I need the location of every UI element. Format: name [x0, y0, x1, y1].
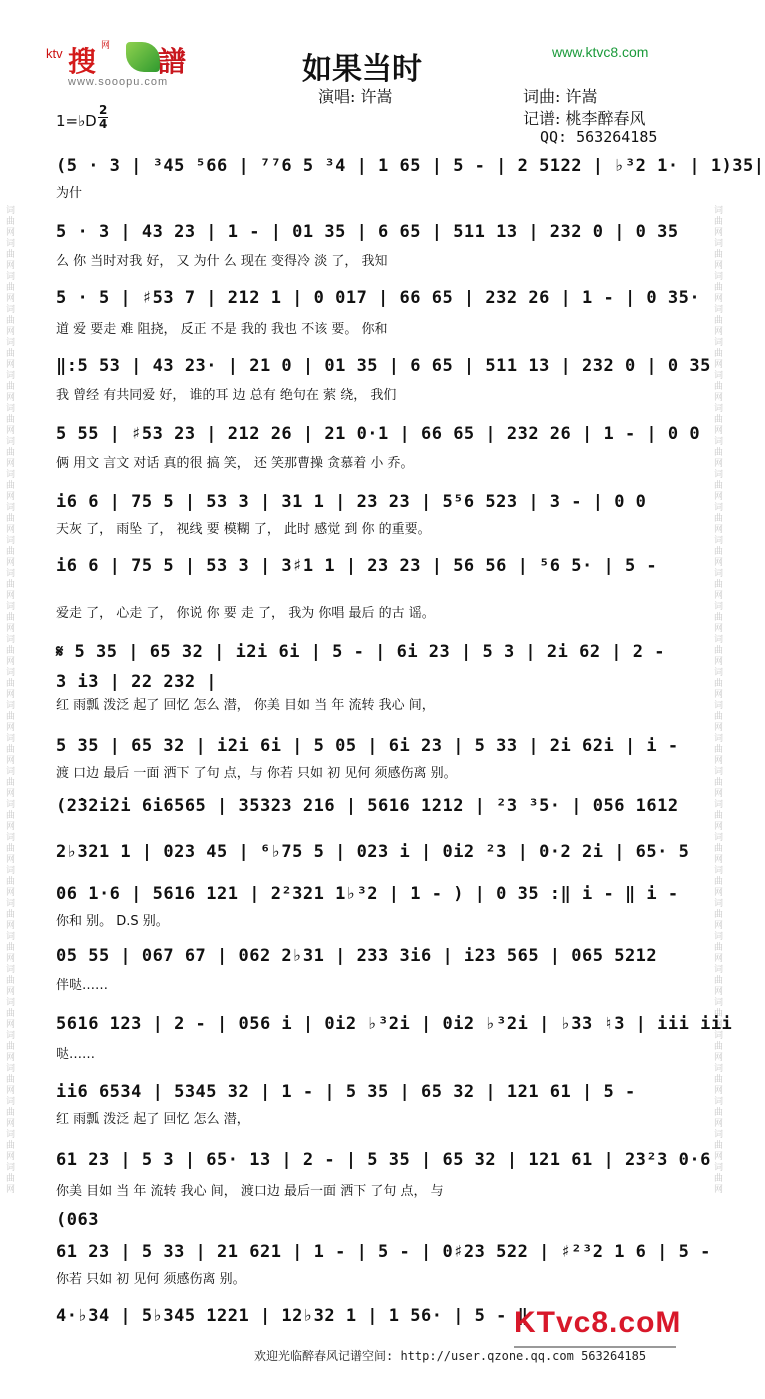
footer-text: 欢迎光临醉春风记谱空间: http://user.qzone.qq.com 563264185 [254, 1349, 647, 1363]
score-lyrics-line: 么 你 当时对我 好， 又 为什 么 现在 变得冷 淡 了， 我知 [56, 254, 388, 269]
score-lyrics-line: 你若 只如 初 见何 须感伤离 别。 [56, 1272, 246, 1287]
footer-logo[interactable] [514, 1306, 682, 1348]
score-notes-line: 61 23 | 5 33 | 21 621 | 1 - | 5 - | 0♯23 522 | ♯²³2 1 6 | 5 - [56, 1242, 711, 1262]
logo-sou: 搜 [68, 45, 97, 78]
score-notes-line: i6 6 | 75 5 | 53 3 | 31 1 | 23 23 | 5⁵6 523 | 3 - | 0 0 [56, 492, 647, 512]
score-lyrics-line: 你美 目如 当 年 流转 我心 间， 渡口边 最后一面 洒下 了句 点， 与 [56, 1184, 444, 1199]
score-lyrics-line: 你和 别。 D.S 别。 [56, 914, 169, 929]
score-notes-line: 3 i3 | 22 232 | [56, 672, 218, 692]
score-notes-line: 05 55 | 067 67 | 062 2♭31 | 233 3i6 | i23 565 | 065 5212 [56, 946, 658, 966]
score-notes-line: 5616 123 | 2 - | 056 i | 0i2 ♭³2i | 0i2 ♭³2i | ♭33 ♮3 | iii iii [56, 1014, 733, 1034]
song-title: 如果当时 [302, 52, 422, 87]
score-lyrics-line: 渡 口边 最后 一面 洒下 了句 点，与 你若 只如 初 见何 须感伤离 别。 [56, 766, 457, 781]
score-lyrics-line: 我 曾经 有共同爱 好， 谁的耳 边 总有 绝句在 萦 绕， 我们 [56, 388, 397, 403]
score-notes-line: 2♭321 1 | 023 45 | ⁶♭75 5 | 023 i | 0i2 ²3 | 0·2 2i | 65· 5 [56, 842, 690, 862]
site-url-link[interactable]: www.ktvc8.com [552, 44, 649, 60]
time-denominator: 4 [99, 117, 108, 131]
score-notes-line: 5 55 | ♯53 23 | 212 26 | 21 0·1 | 66 65 | 232 26 | 1 - | 0 0 [56, 424, 701, 444]
logo-pu: 譜 [158, 45, 187, 78]
key-signature: 1=♭D [56, 112, 97, 130]
score-notes-line: 5 35 | 65 32 | i2i 6i | 5 05 | 6i 23 | 5 33 | 2i 62i | i - [56, 736, 679, 756]
score-notes-line: ‖:5 53 | 43 23· | 21 0 | 01 35 | 6 65 | 511 13 | 232 0 | 0 35 [56, 356, 711, 376]
qq-number: QQ: 563264185 [540, 128, 658, 146]
time-numerator: 2 [99, 103, 108, 117]
score-lyrics-line: 道 爱 要走 难 阻挠， 反正 不是 我的 我也 不该 要。 你和 [56, 322, 388, 337]
score-notes-line: (063 [56, 1210, 99, 1230]
score-notes-line: 𝄋 5 35 | 65 32 | i2i 6i | 5 - | 6i 23 | 5 3 | 2i 62 | 2 - [56, 642, 665, 662]
watermark-left: 词曲网词曲网词曲网词曲网词曲网词曲网词曲网词曲网词曲网词曲网词曲网词曲网词曲网词曲网词曲网词曲网词曲网词曲网词曲网词曲网词曲网词曲网词曲网词曲网词曲网词曲网词曲网词曲网词曲网词曲网 [4, 204, 14, 1195]
score-lyrics-line: 天灰 了， 雨坠 了， 视线 要 模糊 了， 此时 感觉 到 你 的重要。 [56, 522, 431, 537]
score-lyrics-line: 俩 用文 言文 对话 真的很 搞 笑， 还 笑那曹操 贪慕着 小 乔。 [56, 456, 414, 471]
score-lyrics-line: 红 雨瓢 泼泛 起了 回忆 怎么 潜， [56, 1112, 250, 1127]
composer-credit: 词曲: 许嵩 [523, 87, 598, 106]
score-notes-line: (2̇32i2i 6i6565 | 35323 216 | 5616 1212 | ²3 ³5· | 056 1612 [56, 796, 679, 816]
score-lyrics-line: 为什 [56, 186, 83, 201]
score-notes-line: 61 23 | 5 3 | 65· 13 | 2 - | 5 35 | 65 32 | 121 61 | 23²3 0·6 [56, 1150, 711, 1170]
logo-net: 网 [101, 41, 111, 51]
score-lyrics-line: 伴哒…… [56, 978, 109, 993]
logo-url: www.sooopu.com [68, 76, 169, 88]
footer-logo-text: KTvc8.coM [514, 1306, 682, 1339]
score-notes-line: 4·♭34 | 5♭345 1221 | 12♭32 1 | 1 56· | 5 - ‖ [56, 1306, 529, 1326]
time-signature [98, 104, 108, 131]
score-notes-line: ii6 6534 | 5345 32 | 1 - | 5 35 | 65 32 | 121 61 | 5 - [56, 1082, 636, 1102]
score-notes-line: (5 · 3 | ³45 ⁵66 | ⁷⁷6 5 ³4 | 1 65 | 5 - | 2 5122 | ♭³2 1· | 1)35| [56, 156, 765, 176]
logo-ktv: ktv [46, 46, 63, 61]
watermark-right: 词曲网词曲网词曲网词曲网词曲网词曲网词曲网词曲网词曲网词曲网词曲网词曲网词曲网词曲网词曲网词曲网词曲网词曲网词曲网词曲网词曲网词曲网词曲网词曲网词曲网词曲网词曲网词曲网词曲网词曲网 [712, 204, 722, 1195]
recorder-credit: 记谱: 桃李醉春风 [523, 109, 646, 128]
score-notes-line: i6 6 | 75 5 | 53 3 | 3♯1 1 | 23 23 | 56 56 | ⁵6 5· | 5 - [56, 556, 658, 576]
score-notes-line: 06 1·6 | 5616 121 | 2²321 1♭³2 | 1 - ) | 0 35 :‖ i - ‖ i - [56, 884, 679, 904]
score-notes-line: 5 · 3 | 43 23 | 1 - | 01 35 | 6 65 | 511 13 | 232 0 | 0 35 [56, 222, 679, 242]
score-notes-line: 5 · 5 | ♯53 7 | 212 1 | 0 017 | 66 65 | 232 26 | 1 - | 0 35· [56, 288, 701, 308]
score-lyrics-line: 爱走 了， 心走 了， 你说 你 要 走 了， 我为 你唱 最后 的古 谣。 [56, 606, 435, 621]
score-lyrics-line: 红 雨瓢 泼泛 起了 回忆 怎么 潜， 你美 目如 当 年 流转 我心 间， [56, 698, 435, 713]
singer-credit: 演唱: 许嵩 [318, 87, 393, 106]
score-lyrics-line: 哒…… [56, 1047, 96, 1062]
